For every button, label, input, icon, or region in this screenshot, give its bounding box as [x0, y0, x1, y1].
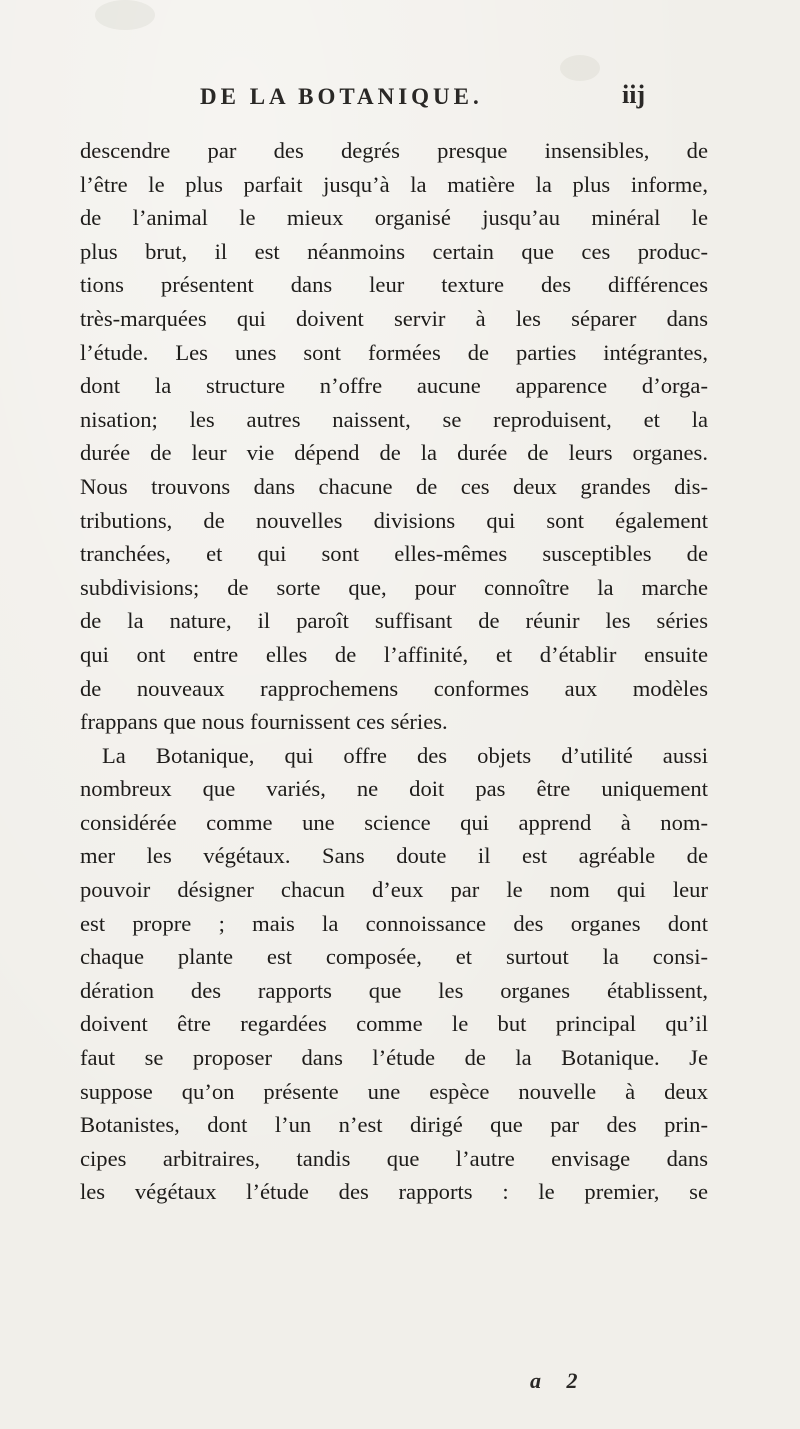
page-stain — [560, 55, 600, 81]
text-line: plus brut, il est néanmoins certain que ces produc- — [80, 238, 708, 264]
signature-mark: a 2 — [530, 1368, 588, 1393]
text-line: subdivisions; de sorte que, pour connoître la marche — [80, 574, 708, 600]
text-line: Botanistes, dont l’un n’est dirigé que par des prin- — [80, 1112, 708, 1138]
text-line: nisation; les autres naissent, se reproduisent, et la — [80, 406, 708, 432]
page-stain — [95, 0, 155, 30]
text-line: cipes arbitraires, tandis que l’autre envisage dans — [80, 1145, 708, 1171]
text-line: de la nature, il paroît suffisant de réunir les séries — [80, 608, 708, 634]
text-line: suppose qu’on présente une espèce nouvelle à deux — [80, 1078, 708, 1104]
text-line: l’être le plus parfait jusqu’à la matière la plus informe, — [80, 171, 708, 197]
text-line: mer les végétaux. Sans doute il est agréable de — [80, 843, 708, 869]
running-head: DE LA BOTANIQUE. — [200, 84, 483, 109]
text-line: l’étude. Les unes sont formées de parties intégrantes, — [80, 339, 708, 365]
text-line: Nous trouvons dans chacune de ces deux grandes dis- — [80, 473, 708, 499]
text-line: chaque plante est composée, et surtout la consi- — [80, 944, 708, 970]
text-line: nombreux que variés, ne doit pas être uniquement — [80, 776, 708, 802]
text-line: qui ont entre elles de l’affinité, et d’établir ensuite — [80, 641, 708, 667]
text-line: La Botanique, qui offre des objets d’utilité aussi — [102, 742, 708, 768]
text-line: durée de leur vie dépend de la durée de leurs organes. — [80, 440, 708, 466]
text-line: tions présentent dans leur texture des différences — [80, 272, 708, 298]
text-line: tranchées, et qui sont elles-mêmes susceptibles de — [80, 541, 708, 567]
text-line: tributions, de nouvelles divisions qui sont également — [80, 507, 708, 533]
text-line: faut se proposer dans l’étude de la Botanique. Je — [80, 1045, 708, 1071]
text-line: dération des rapports que les organes établissent, — [80, 977, 708, 1003]
text-line: doivent être regardées comme le but principal qu’il — [80, 1011, 708, 1037]
text-line: dont la structure n’offre aucune apparence d’orga- — [80, 373, 708, 399]
text-line: très-marquées qui doivent servir à les séparer dans — [80, 305, 708, 331]
text-line: de nouveaux rapprochemens conformes aux modèles — [80, 675, 708, 701]
body-text — [80, 134, 708, 1209]
text-line: considérée comme une science qui apprend à nom- — [80, 809, 708, 835]
text-line: frappans que nous fournissent ces séries. — [80, 709, 448, 735]
page-number: iij — [622, 80, 646, 109]
text-line: descendre par des degrés presque insensibles, de — [80, 138, 708, 163]
text-line: de l’animal le mieux organisé jusqu’au minéral le — [80, 205, 708, 231]
text-line: pouvoir désigner chacun d’eux par le nom qui leur — [80, 877, 708, 903]
text-line: est propre ; mais la connoissance des organes dont — [80, 910, 708, 936]
text-line: les végétaux l’étude des rapports : le premier, se — [80, 1179, 708, 1205]
